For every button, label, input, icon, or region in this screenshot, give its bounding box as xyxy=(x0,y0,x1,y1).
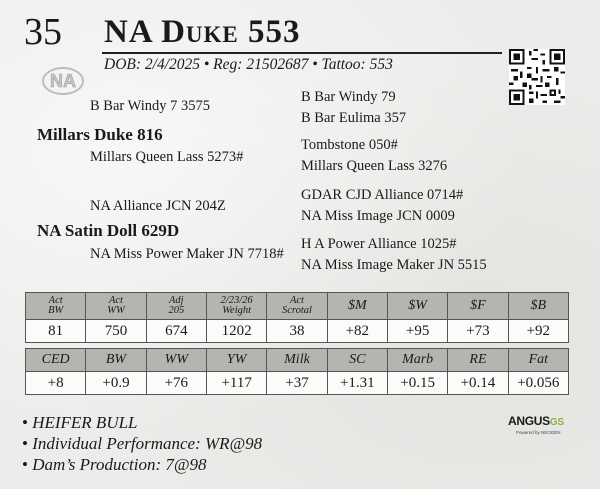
value-act-ww: 750 xyxy=(86,320,146,343)
note-item: • Dam’s Production: 7@98 xyxy=(22,454,262,475)
angus-powered-by: Powered by NEOGEN xyxy=(516,430,561,435)
header-weight: 2/23/26 Weight xyxy=(206,293,266,320)
sire-dam-sire: Tombstone 050# xyxy=(301,137,398,153)
dam-sire-dam: NA Miss Image JCN 0009 xyxy=(301,208,455,224)
angus-brand-text: ANGUS xyxy=(508,414,550,428)
header-yw: YW xyxy=(206,349,266,372)
header-milk: Milk xyxy=(267,349,327,372)
value-adj-205: 674 xyxy=(146,320,206,343)
header-dollar-b: $B xyxy=(508,293,568,320)
dam-dam: NA Miss Power Maker JN 7718# xyxy=(90,246,284,262)
value-dollar-f: +73 xyxy=(448,320,508,343)
sire-sire-dam: B Bar Eulima 357 xyxy=(301,110,407,126)
header-bw: BW xyxy=(86,349,146,372)
sire-sire: B Bar Windy 7 3575 xyxy=(90,98,210,114)
epd-value-row xyxy=(26,372,569,395)
value-fat: +0.056 xyxy=(508,372,568,395)
dam-sire: NA Alliance JCN 204Z xyxy=(90,198,226,214)
value-act-scrotal: 38 xyxy=(267,320,327,343)
value-ww: +76 xyxy=(146,372,206,395)
header-act-bw: Act BW xyxy=(26,293,86,320)
epd-header-row xyxy=(26,349,569,372)
header-dollar-m: $M xyxy=(327,293,387,320)
note-item: • HEIFER BULL xyxy=(22,412,262,433)
header-act-scrotal: Act Scrotal xyxy=(267,293,327,320)
value-bw: +0.9 xyxy=(86,372,146,395)
performance-table xyxy=(25,292,569,343)
na-logo-text: NA xyxy=(50,71,76,91)
sire-dam-dam: Millars Queen Lass 3276 xyxy=(301,158,448,174)
header-act-ww: Act WW xyxy=(86,293,146,320)
na-logo-icon xyxy=(42,61,84,97)
value-act-bw: 81 xyxy=(26,320,86,343)
value-dollar-m: +82 xyxy=(327,320,387,343)
performance-header-row xyxy=(26,293,569,320)
value-weight: 1202 xyxy=(206,320,266,343)
value-milk: +37 xyxy=(267,372,327,395)
header-dollar-f: $F xyxy=(448,293,508,320)
sire-sire-sire: B Bar Windy 79 xyxy=(301,89,396,105)
dam-dam-sire: H A Power Alliance 1025# xyxy=(301,236,457,252)
header-re: RE xyxy=(448,349,508,372)
qr-code-icon[interactable] xyxy=(509,49,565,105)
value-dollar-w: +95 xyxy=(387,320,447,343)
angus-gs-text: GS xyxy=(549,417,564,428)
note-item: • Individual Performance: WR@98 xyxy=(22,433,262,454)
header-divider xyxy=(102,52,502,54)
value-yw: +117 xyxy=(206,372,266,395)
dam-dam-dam: NA Miss Image Maker JN 5515 xyxy=(301,257,487,273)
registration-line: DOB: 2/4/2025 • Reg: 21502687 • Tattoo: 553 xyxy=(104,56,393,73)
header-adj-205: Adj 205 xyxy=(146,293,206,320)
sire-dam: Millars Queen Lass 5273# xyxy=(90,149,244,165)
header-fat: Fat xyxy=(508,349,568,372)
header-sc: SC xyxy=(327,349,387,372)
animal-name: NA Duke 553 xyxy=(104,14,301,50)
performance-value-row xyxy=(26,320,569,343)
lot-number: 35 xyxy=(24,11,62,53)
header-dollar-w: $W xyxy=(387,293,447,320)
angus-gs-logo xyxy=(508,412,568,435)
value-sc: +1.31 xyxy=(327,372,387,395)
value-re: +0.14 xyxy=(448,372,508,395)
epd-table xyxy=(25,348,569,395)
value-dollar-b: +92 xyxy=(508,320,568,343)
dam-sire-sire: GDAR CJD Alliance 0714# xyxy=(301,187,464,203)
header-marb: Marb xyxy=(387,349,447,372)
value-ced: +8 xyxy=(26,372,86,395)
notes-list xyxy=(22,412,262,475)
value-marb: +0.15 xyxy=(387,372,447,395)
sire: Millars Duke 816 xyxy=(37,125,163,144)
dam: NA Satin Doll 629D xyxy=(37,221,180,240)
header-ced: CED xyxy=(26,349,86,372)
header-ww: WW xyxy=(146,349,206,372)
